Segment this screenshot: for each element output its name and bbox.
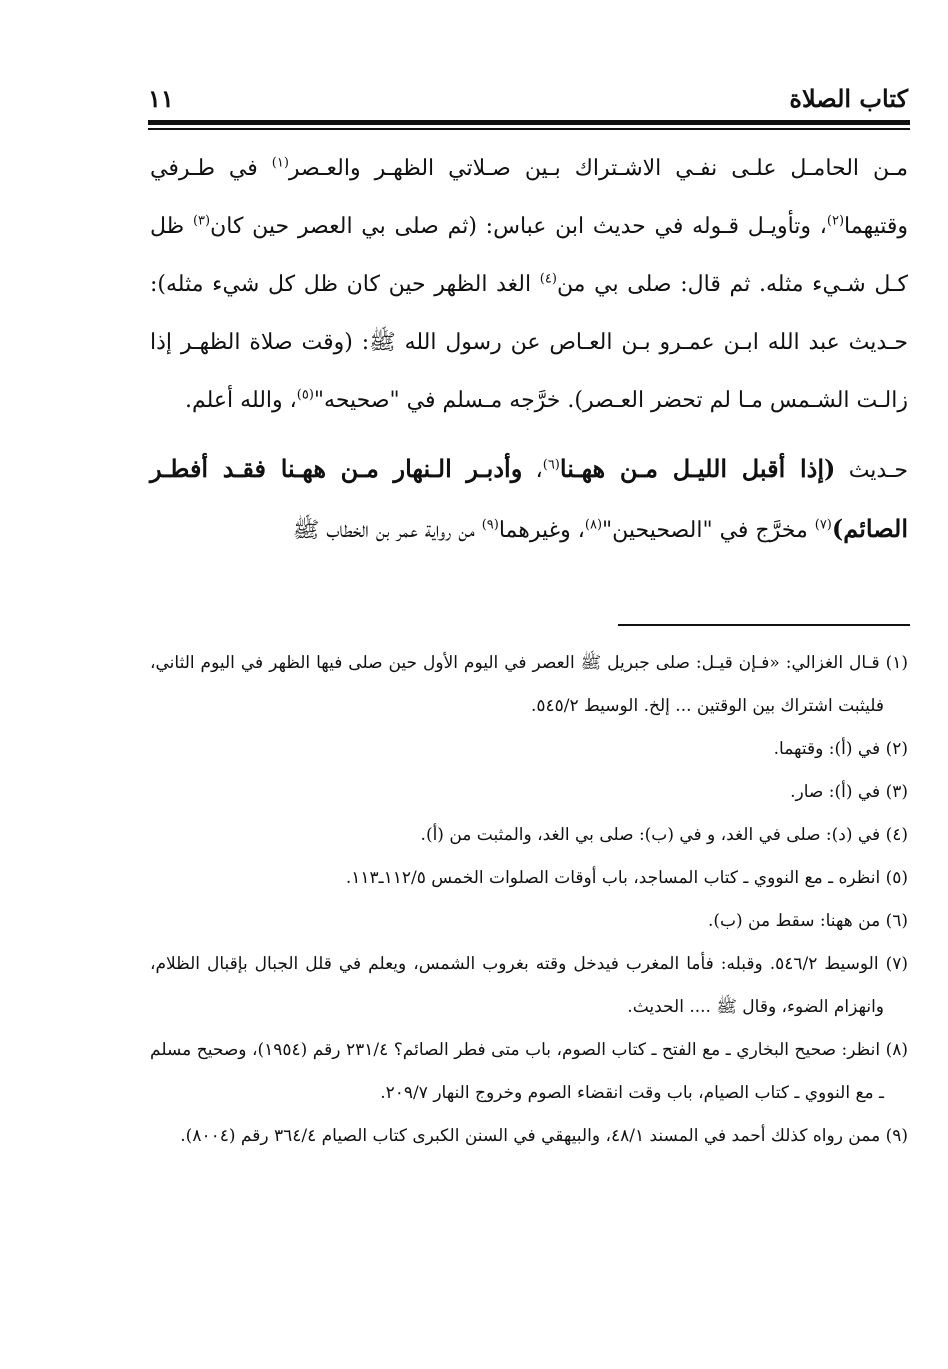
footnote-ref-2: (٢) [826, 213, 845, 229]
footnote-6: (٦) من ههنا: سقط من (ب). [707, 911, 908, 931]
hadith-text: (إذا أقبل الليـل مـن ههـنا [559, 454, 836, 483]
text-run: ، وتأويـل قـوله في حديث ابن عباس: (ثم صلى بي العصر حين كان [210, 214, 827, 239]
footnote-ref-4: (٤) [539, 271, 557, 287]
text-run: ، وغيرهما [498, 518, 585, 543]
text-run: الغد الظهر حين كان ظل كل شيء مثله): حـديث عبد الله ابـن عمـرو بـن العـاص عن رسول الله ﷺ: (وقت صلاة الظهـر إذا زالـت الشـمس مـا لم تحضر العـصر). خرَّجه مـسلم في "صحيحه" [150, 272, 908, 413]
text-run: في طـرفي وقتيهما [150, 156, 908, 239]
footnote-ref-8: (٨) [584, 517, 603, 533]
footnote-ref-6: (٦) [542, 457, 560, 473]
footnote-5: (٥) انظره ـ مع النووي ـ كتاب المساجد، باب أوقات الصلوات الخمس ١١٢/٥ـ١١٣. [345, 868, 908, 888]
text-run: ، [522, 458, 543, 483]
footnote-4: (٤) في (د): صلى في الغد، و في (ب): صلى بي الغد، والمثبت من (أ). [420, 825, 908, 845]
text-run: ، والله أعلم. [185, 388, 297, 413]
footnote-3: (٣) في (أ): صار. [790, 782, 908, 802]
footnote-ref-5: (٥) [296, 387, 314, 403]
header-rule-thick [148, 120, 910, 125]
footnote-ref-9: (٩) [481, 517, 499, 533]
footnote-ref-7: (٧) [814, 517, 832, 533]
footnote-8: (٨) انظر: صحيح البخاري ـ مع الفتح ـ كتاب الصوم، باب متى فطر الصائم؟ ٢٣١/٤ رقم (١٩٥٤)، وصحيح مسلم ـ مع النووي ـ كتاب الصيام، باب وقت انقضاء الصوم وخروج النهار ٢٠٩/٧. [150, 1040, 908, 1103]
footnote-2: (٢) في (أ): وقتهما. [773, 739, 908, 759]
header-rule-thin [148, 128, 910, 130]
text-run: من رواية عمر بن الخطاب ﷺ [292, 518, 482, 543]
page-header [148, 84, 908, 118]
running-title: كتاب الصلاة [789, 84, 908, 113]
footnote-7: (٧) الوسيط ٥٤٦/٢. وقبله: فأما المغرب فيدخل وقته بغروب الشمس، ويعلم في قلل الجبال بإقبال الظلام، وانهزام الضوء، وقال ﷺ .... الحديث. [150, 954, 908, 1017]
footnote-ref-3: (٣) [192, 213, 211, 229]
hadith-text: وأدبـر الـنهار مـن ههـنا فقـد أفطـر الصائم) [150, 454, 908, 543]
paragraph-1 [150, 140, 908, 430]
main-text [150, 140, 908, 560]
footnote-separator [618, 624, 910, 626]
text-run: ظل كـل شـيء مثله. ثم قال: صلى بي من [150, 214, 908, 297]
text-run: مـن الحامـل علـى نفـي الاشـتراك بـين صـلاتي الظهـر والعـصر [288, 156, 908, 181]
page-number: ١١ [148, 84, 174, 113]
footnote-1: (١) قـال الغزالي: «فـإن قيـل: صلى جبريل ﷺ العصر في اليوم الأول حين صلى فيها الظهر في اليوم الثاني، فليثبت اشتراك بين الوقتين ... إلخ. الوسيط ٥٤٥/٢. [150, 653, 908, 716]
footnotes [150, 642, 908, 1158]
text-run: حـديث [835, 458, 909, 483]
paragraph-2 [150, 440, 908, 560]
footnote-ref-1: (١) [271, 155, 289, 171]
text-run: مخرَّج في "الصحيحين" [602, 518, 815, 543]
footnote-9: (٩) ممن رواه كذلك أحمد في المسند ٤٨/١، والبيهقي في السنن الكبرى كتاب الصيام ٣٦٤/٤ رقم (٨٠٠٤). [180, 1126, 908, 1146]
